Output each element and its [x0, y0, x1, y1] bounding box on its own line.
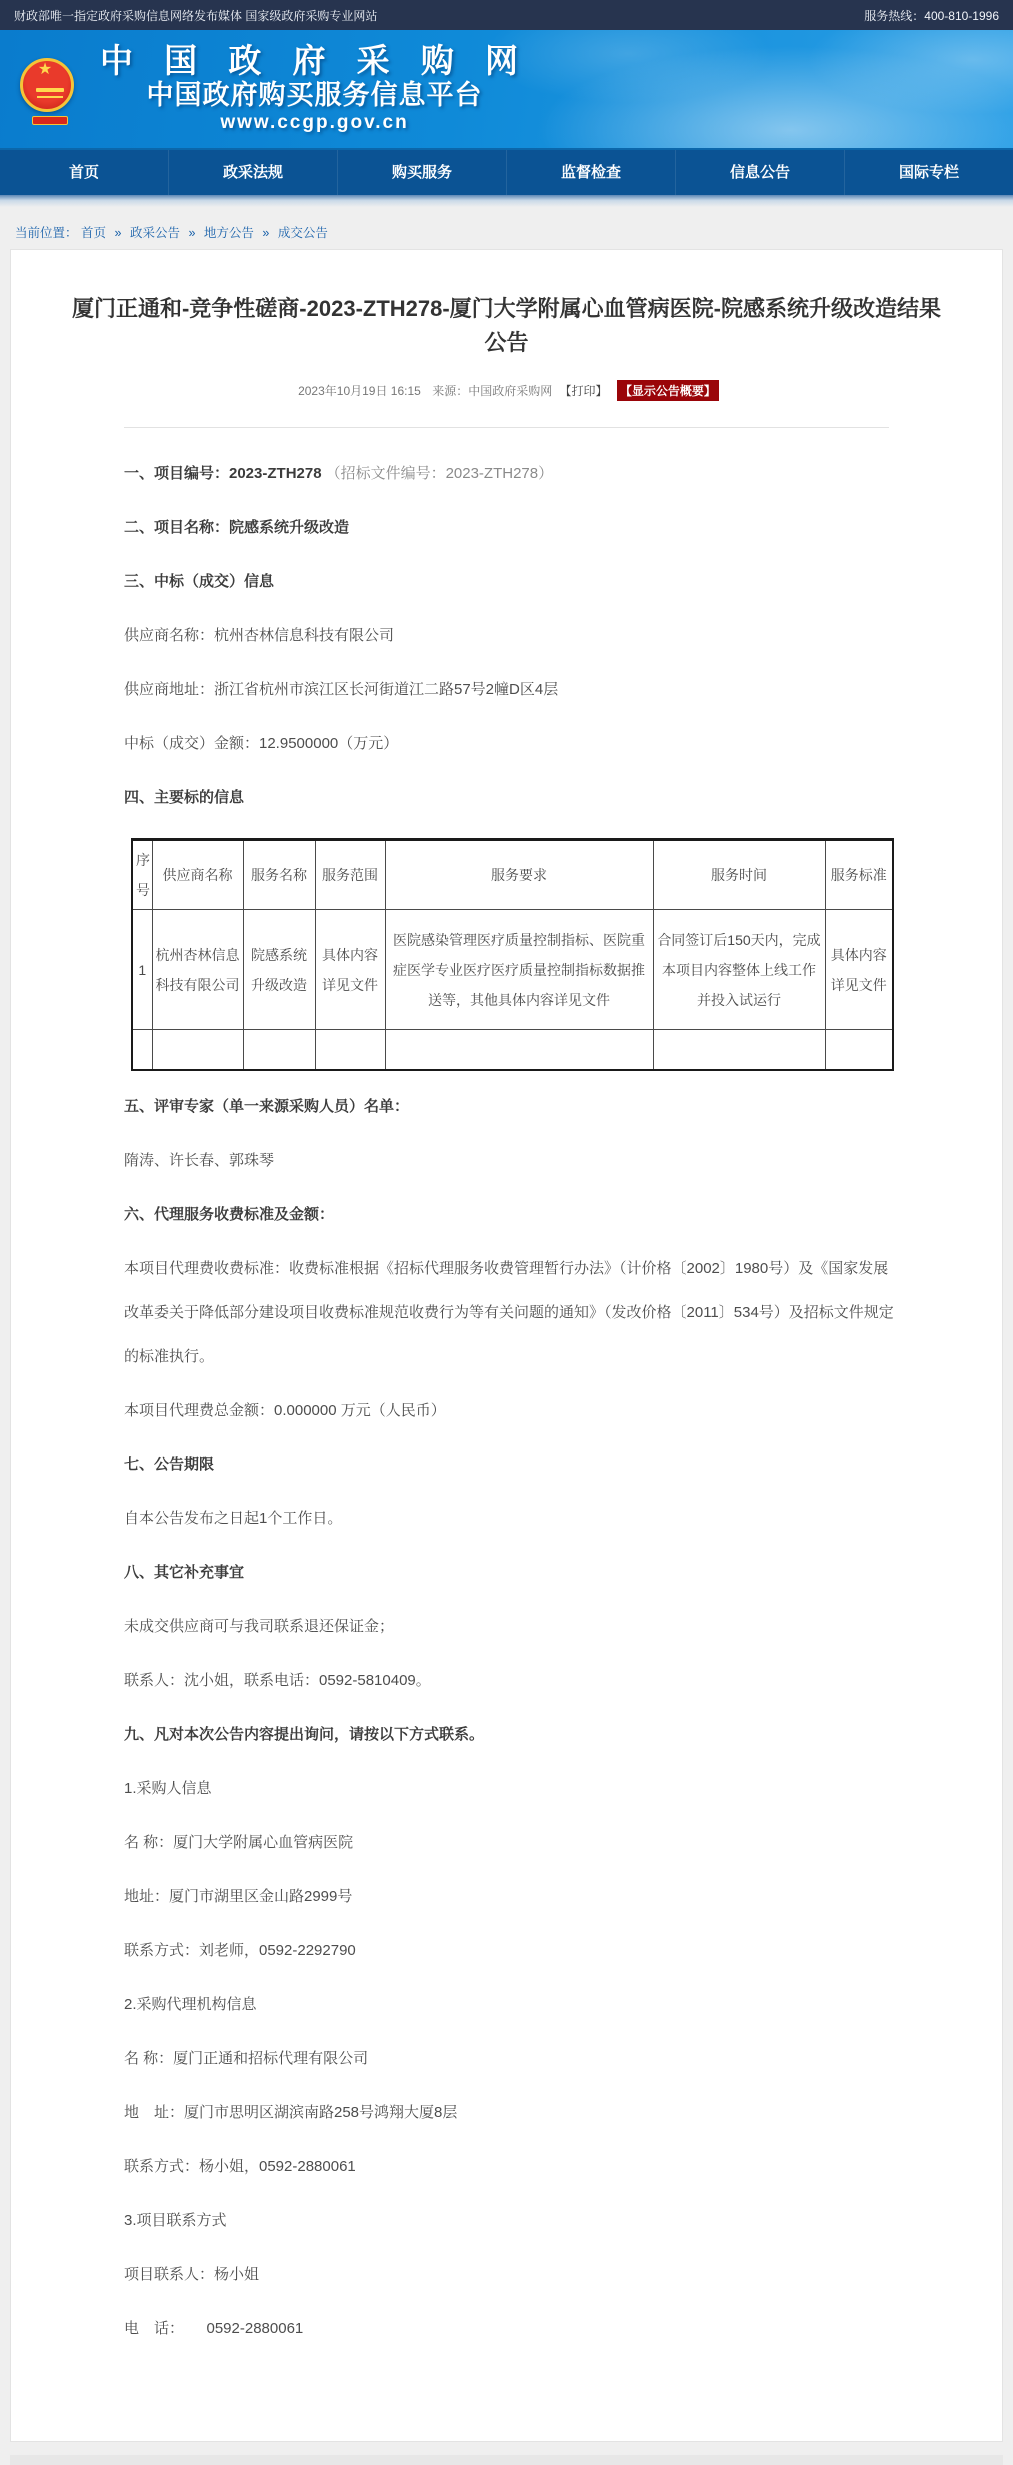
- breadcrumb-separator: »: [114, 226, 122, 240]
- expert-names: 隋涛、许长春、郭珠琴: [124, 1151, 275, 1169]
- content-wrap: [0, 249, 1013, 2442]
- article-source: 来源：中国政府采购网: [432, 384, 553, 398]
- supplier-name: 供应商名称：杭州杏林信息科技有限公司: [124, 627, 395, 644]
- nav-item-regulations[interactable]: 政采法规: [168, 150, 337, 195]
- site-name: 中 国 政 府 采 购 网: [100, 41, 530, 79]
- footer-gap: [0, 2442, 1013, 2455]
- site-url: www.ccgp.gov.cn: [220, 112, 409, 134]
- section-other-matters: 八、其它补充事宜: [124, 1563, 245, 1581]
- section-announcement-period: 七、公告期限: [124, 1455, 215, 1473]
- nav-item-supervision[interactable]: 监督检查: [506, 150, 675, 195]
- site-logo[interactable]: [18, 43, 529, 135]
- main-nav: [0, 150, 1013, 195]
- cell-service-time: 合同签订后150天内，完成本项目内容整体上线工作并投入试运行: [653, 910, 825, 1030]
- table-row-empty: [132, 1030, 893, 1070]
- site-title-block: [100, 43, 529, 135]
- cell-empty: [385, 1030, 653, 1070]
- breadcrumb-separator: »: [188, 226, 196, 240]
- bid-doc-number-note: （招标文件编号：2023-ZTH278）: [325, 465, 554, 482]
- site-subtitle: 中国政府购买服务信息平台: [146, 80, 483, 111]
- purchaser-name: 名 称：厦门大学附属心血管病医院: [124, 1833, 354, 1851]
- project-contact-label: 3.项目联系方式: [124, 2211, 227, 2229]
- cell-empty: [653, 1030, 825, 1070]
- award-detail-table: [131, 838, 894, 1071]
- ribbon-icon: [32, 116, 68, 125]
- nav-item-international[interactable]: 国际专栏: [844, 150, 1013, 195]
- purchaser-contact: 联系方式：刘老师，0592-2292790: [124, 1941, 356, 1959]
- section-main-subject-info: 四、主要标的信息: [124, 789, 245, 806]
- service-hotline: 服务热线：400-810-1996: [864, 8, 999, 23]
- breadcrumb-label: 当前位置：: [15, 226, 78, 240]
- breadcrumb-procurement-notices[interactable]: 政采公告: [129, 226, 180, 240]
- breadcrumb-award-notices[interactable]: 成交公告: [277, 226, 328, 240]
- refund-contact: 联系人：沈小姐，联系电话：0592-5810409。: [124, 1671, 431, 1689]
- announcement-period: 自本公告发布之日起1个工作日。: [124, 1509, 343, 1527]
- cell-empty: [825, 1030, 893, 1070]
- nav-item-home[interactable]: 首页: [68, 164, 99, 181]
- breadcrumb-separator: »: [262, 226, 270, 240]
- col-seq: 序号: [132, 840, 152, 910]
- section-agency-fee: 六、代理服务收费标准及金额：: [124, 1205, 335, 1223]
- table-header-row: [132, 840, 893, 910]
- section-inquiry-contacts: 九、凡对本次公告内容提出询问，请按以下方式联系。: [124, 1725, 485, 1743]
- page-title: 厦门正通和-竞争性磋商-2023-ZTH278-厦门大学附属心血管病医院-院感系统升级改造结果公告: [71, 296, 942, 355]
- award-amount: 中标（成交）金额：12.9500000（万元）: [124, 735, 399, 752]
- project-contact-person: 项目联系人：杨小姐: [124, 2265, 260, 2283]
- cell-seq: 1: [132, 910, 152, 1030]
- article-body: [11, 428, 1002, 2351]
- supplier-address: 供应商地址：浙江省杭州市滨江区长河街道江二路57号2幢D区4层: [124, 681, 559, 698]
- cell-service-requirements: 医院感染管理医疗质量控制指标、医院重症医学专业医疗医疗质量控制指标数据推送等，其他具体内容详见文件: [385, 910, 653, 1030]
- agency-address: 地 址：厦门市思明区湖滨南路258号鸿翔大厦8层: [124, 2103, 458, 2121]
- purchaser-info-label: 1.采购人信息: [124, 1779, 212, 1797]
- deposit-refund-note: 未成交供应商可与我司联系退还保证金；: [124, 1617, 395, 1635]
- section-review-experts: 五、评审专家（单一来源采购人员）名单：: [124, 1097, 410, 1115]
- cell-supplier: 杭州杏林信息科技有限公司: [152, 910, 243, 1030]
- publish-datetime: 2023年10月19日 16:15: [298, 384, 421, 398]
- cell-empty: [243, 1030, 315, 1070]
- national-emblem-icon: [18, 56, 78, 128]
- col-service-standard: 服务标准: [825, 840, 893, 910]
- table-row: [132, 910, 893, 1030]
- nav-item-purchase-services[interactable]: 购买服务: [337, 150, 506, 195]
- col-service-name: 服务名称: [243, 840, 315, 910]
- project-contact-phone: 电 话： 0592-2880061: [124, 2319, 304, 2337]
- print-button[interactable]: 【打印】: [559, 384, 608, 398]
- col-service-requirements: 服务要求: [385, 840, 653, 910]
- cell-empty: [132, 1030, 152, 1070]
- agency-info-label: 2.采购代理机构信息: [124, 1995, 257, 2013]
- cell-service-standard: 具体内容详见文件: [825, 910, 893, 1030]
- topbar: [0, 0, 1013, 30]
- breadcrumb: [0, 207, 1013, 249]
- breadcrumb-local-notices[interactable]: 地方公告: [203, 226, 254, 240]
- agency-name: 名 称：厦门正通和招标代理有限公司: [124, 2049, 369, 2067]
- section-project-name: 二、项目名称：院感系统升级改造: [124, 519, 350, 536]
- gate-icon: [36, 88, 64, 92]
- agency-fee-total: 本项目代理费总金额：0.000000 万元（人民币）: [124, 1401, 446, 1419]
- star-icon: ★: [37, 61, 53, 78]
- col-supplier: 供应商名称: [152, 840, 243, 910]
- cell-empty: [152, 1030, 243, 1070]
- cell-empty: [315, 1030, 385, 1070]
- purchaser-address: 地址：厦门市湖里区金山路2999号: [124, 1887, 353, 1905]
- col-service-time: 服务时间: [653, 840, 825, 910]
- announcement-container: [10, 249, 1003, 2442]
- article-meta: [11, 380, 1002, 401]
- nav-shadow-fade: [0, 195, 1013, 207]
- section-project-number: [124, 452, 902, 496]
- col-service-scope: 服务范围: [315, 840, 385, 910]
- breadcrumb-home[interactable]: 首页: [81, 226, 107, 240]
- agency-fee-standard: 本项目代理费收费标准：收费标准根据《招标代理服务收费管理暂行办法》（计价格〔2002〕1980号）及《国家发展改革委关于降低部分建设项目收费标准规范收费行为等有关问题的通知》（发改价格〔2011〕534号）及招标文件规定的标准执行。: [124, 1259, 894, 1365]
- project-number: 一、项目编号：2023-ZTH278: [124, 465, 322, 482]
- cell-service-scope: 具体内容详见文件: [315, 910, 385, 1030]
- nav-item-announcements[interactable]: 信息公告: [675, 150, 844, 195]
- agency-contact: 联系方式：杨小姐，0592-2880061: [124, 2157, 356, 2175]
- cell-service-name: 院感系统升级改造: [243, 910, 315, 1030]
- section-award-info: 三、中标（成交）信息: [124, 573, 275, 590]
- show-summary-button[interactable]: 【显示公告概要】: [617, 380, 719, 401]
- topbar-tagline: 财政部唯一指定政府采购信息网络发布媒体 国家级政府采购专业网站: [14, 8, 378, 23]
- site-header: [0, 30, 1013, 150]
- footer-strip: [10, 2455, 1003, 2465]
